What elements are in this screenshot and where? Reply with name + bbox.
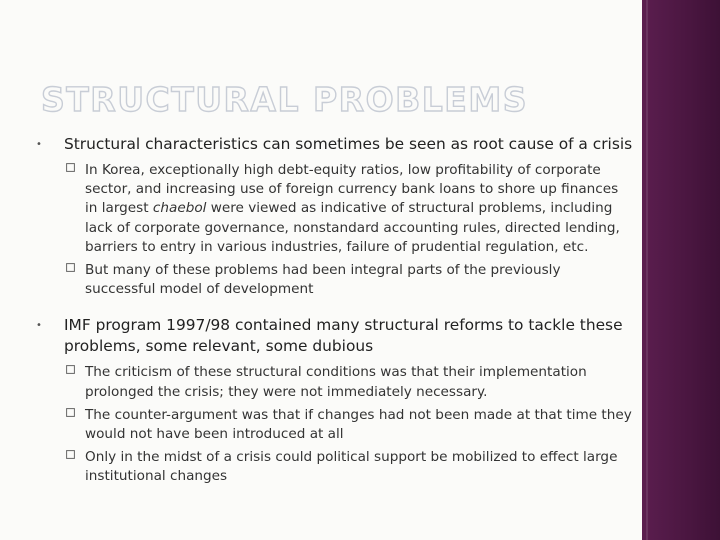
sub-bullet-korea [0,161,640,257]
square-bullet-icon [66,450,75,459]
square-bullet-icon [66,263,75,272]
sub-bullet-text: But many of these problems had been integral parts of the previously successful model of development [85,262,561,298]
bullet-dot-icon: • [36,320,42,332]
square-bullet-icon [66,365,75,374]
bullet-dot-icon: • [36,139,42,150]
slide-title: STRUCTURAL PROBLEMS [41,80,528,119]
sub-bullet-text-part1: In Korea, exceptionally high debt-equity ratios, low profitability of corporate sector, and increasing use of foreign currency bank loans to shore up finances in largest [85,162,619,217]
sub-bullet-list [0,363,640,486]
sub-bullet-political-support [0,448,640,486]
side-bar-highlight [646,0,648,540]
bullet-text: IMF program 1997/98 contained many structural reforms to tackle these problems, some relevant, some dubious [64,316,623,356]
sub-bullet-text: The counter-argument was that if changes had not been made at that time they would not have been introduced at all [85,406,632,443]
sub-bullet-integral-parts [0,261,640,299]
bullet-imf-program [0,315,640,357]
sub-bullet-text: The criticism of these structural conditions was that their implementation prolonged the crisis; they were not immediately necessary. [85,364,587,400]
sub-bullet-text-part2: were viewed as indicative of structural problems, including lack of corporate governance, nonstandard accounting rules, directed lending, barriers to entry in various industries, failure of prudential regulation, etc. [85,200,620,255]
square-bullet-icon [66,163,75,172]
bullet-structural-characteristics [0,134,640,155]
sub-bullet-counter-argument [0,406,640,444]
sub-bullet-text: Only in the midst of a crisis could political support be mobilized to effect large institutional changes [85,449,618,485]
decorative-side-bar [642,0,720,540]
chaebol-term: chaebol [152,200,207,217]
slide-content [0,134,640,497]
bullet-text: Structural characteristics can sometimes be seen as root cause of a crisis [64,135,633,153]
sub-bullet-criticism [0,363,640,401]
sub-bullet-list [0,161,640,299]
square-bullet-icon [66,408,75,417]
